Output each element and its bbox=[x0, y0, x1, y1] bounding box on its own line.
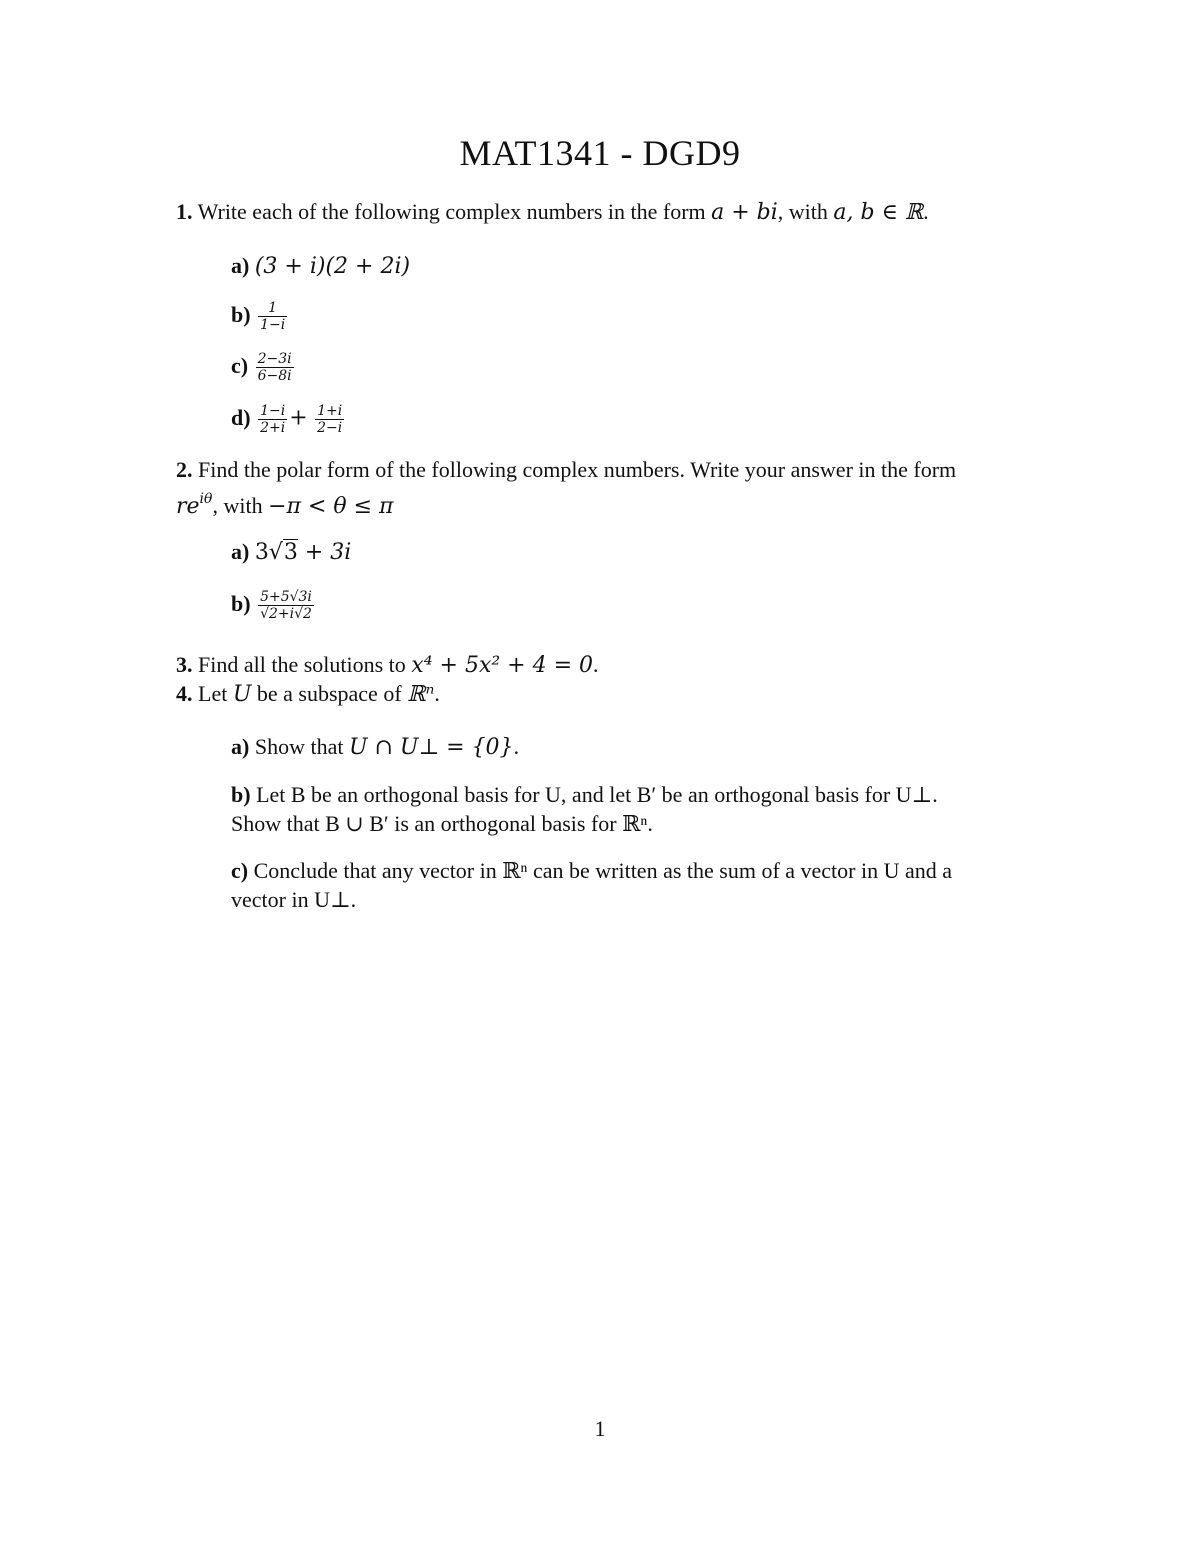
question-text: Let bbox=[198, 681, 233, 706]
numerator: 1 bbox=[258, 300, 287, 317]
question-text: , with bbox=[212, 493, 269, 518]
subquestion-label: b) bbox=[231, 590, 251, 616]
math-expression: a + bi bbox=[711, 200, 778, 225]
math-expression: + 3i bbox=[297, 540, 352, 565]
subquestion-1b bbox=[231, 300, 289, 333]
question-2-continued bbox=[176, 485, 394, 521]
subquestion-2b bbox=[231, 589, 316, 622]
question-text: Find the polar form of the following complex numbers. Write your answer in the form bbox=[198, 457, 957, 482]
math-expression: U bbox=[232, 682, 252, 707]
fraction bbox=[258, 403, 287, 436]
subquestion-label: c) bbox=[231, 352, 249, 378]
page-number: 1 bbox=[594, 1416, 606, 1441]
math-coefficient: 3 bbox=[254, 540, 269, 565]
question-number: 4. bbox=[176, 681, 193, 706]
numerator: 1−i bbox=[260, 403, 286, 419]
question-text: . bbox=[593, 652, 599, 677]
question-number: 3. bbox=[176, 652, 193, 677]
question-text: Show that bbox=[254, 734, 349, 759]
question-text: be a subspace of bbox=[251, 681, 408, 706]
subquestion-2a bbox=[231, 538, 351, 567]
math-expression: ℝⁿ bbox=[407, 682, 435, 707]
denominator: 1−i bbox=[260, 317, 286, 333]
plus-operator: + bbox=[289, 405, 308, 431]
denominator: √2+i√2 bbox=[260, 606, 312, 622]
radical-sign: √ bbox=[268, 540, 283, 565]
question-text: . bbox=[434, 681, 440, 706]
question-text: Show that B ∪ B′ is an orthogonal basis for ℝⁿ. bbox=[231, 811, 653, 836]
math-superscript: iθ bbox=[199, 491, 213, 507]
subquestion-4b-continued bbox=[231, 810, 653, 838]
math-expression: a, b ∈ ℝ bbox=[833, 200, 924, 225]
subquestion-label: c) bbox=[231, 858, 249, 883]
question-4 bbox=[176, 680, 440, 709]
question-text: Write each of the following complex numbers in the form bbox=[197, 199, 712, 224]
question-3 bbox=[176, 651, 599, 680]
subquestion-4c bbox=[231, 857, 952, 885]
question-text: . bbox=[923, 199, 929, 224]
subquestion-4b bbox=[231, 781, 938, 809]
subquestion-4a bbox=[231, 733, 519, 762]
subquestion-label: b) bbox=[231, 782, 251, 807]
denominator: 2−i bbox=[317, 420, 343, 436]
subquestion-label: a) bbox=[231, 539, 250, 564]
denominator: 6−8i bbox=[257, 368, 292, 384]
fraction bbox=[315, 403, 344, 436]
fraction bbox=[258, 589, 314, 622]
subquestion-1a bbox=[231, 252, 410, 281]
question-1 bbox=[176, 198, 929, 227]
question-text: Find all the solutions to bbox=[198, 652, 412, 677]
subquestion-1d bbox=[231, 403, 346, 436]
math-expression: re bbox=[176, 494, 200, 519]
subquestion-label: a) bbox=[231, 734, 250, 759]
numerator: 1+i bbox=[317, 403, 343, 419]
math-expression: −π < θ ≤ π bbox=[268, 494, 394, 519]
subquestion-1c bbox=[231, 351, 296, 384]
radicand: 3 bbox=[283, 540, 298, 565]
question-text: vector in U⊥. bbox=[231, 887, 357, 912]
subquestion-label: b) bbox=[231, 301, 251, 327]
numerator: 2−3i bbox=[257, 351, 292, 367]
question-text: Let B be an orthogonal basis for U, and let B′ be an orthogonal basis for U⊥. bbox=[256, 782, 938, 807]
numerator: 5+5√3i bbox=[258, 589, 314, 606]
fraction bbox=[258, 300, 287, 333]
math-expression: (3 + i)(2 + 2i) bbox=[254, 254, 411, 279]
math-expression: x⁴ + 5x² + 4 = 0 bbox=[411, 653, 594, 678]
question-2 bbox=[176, 456, 956, 484]
denominator: 2+i bbox=[260, 420, 286, 436]
question-text: Conclude that any vector in ℝⁿ can be written as the sum of a vector in U and a bbox=[253, 858, 953, 883]
question-number: 1. bbox=[176, 199, 193, 224]
subquestion-label: a) bbox=[231, 253, 250, 278]
fraction bbox=[256, 351, 294, 384]
question-number: 2. bbox=[176, 457, 193, 482]
page-title: MAT1341 - DGD9 bbox=[459, 133, 741, 173]
math-expression: U ∩ U⊥ = {0} bbox=[348, 735, 514, 760]
question-text: , with bbox=[777, 199, 834, 224]
question-text: . bbox=[513, 734, 520, 759]
subquestion-label: d) bbox=[231, 404, 251, 430]
subquestion-4c-continued bbox=[231, 886, 356, 914]
